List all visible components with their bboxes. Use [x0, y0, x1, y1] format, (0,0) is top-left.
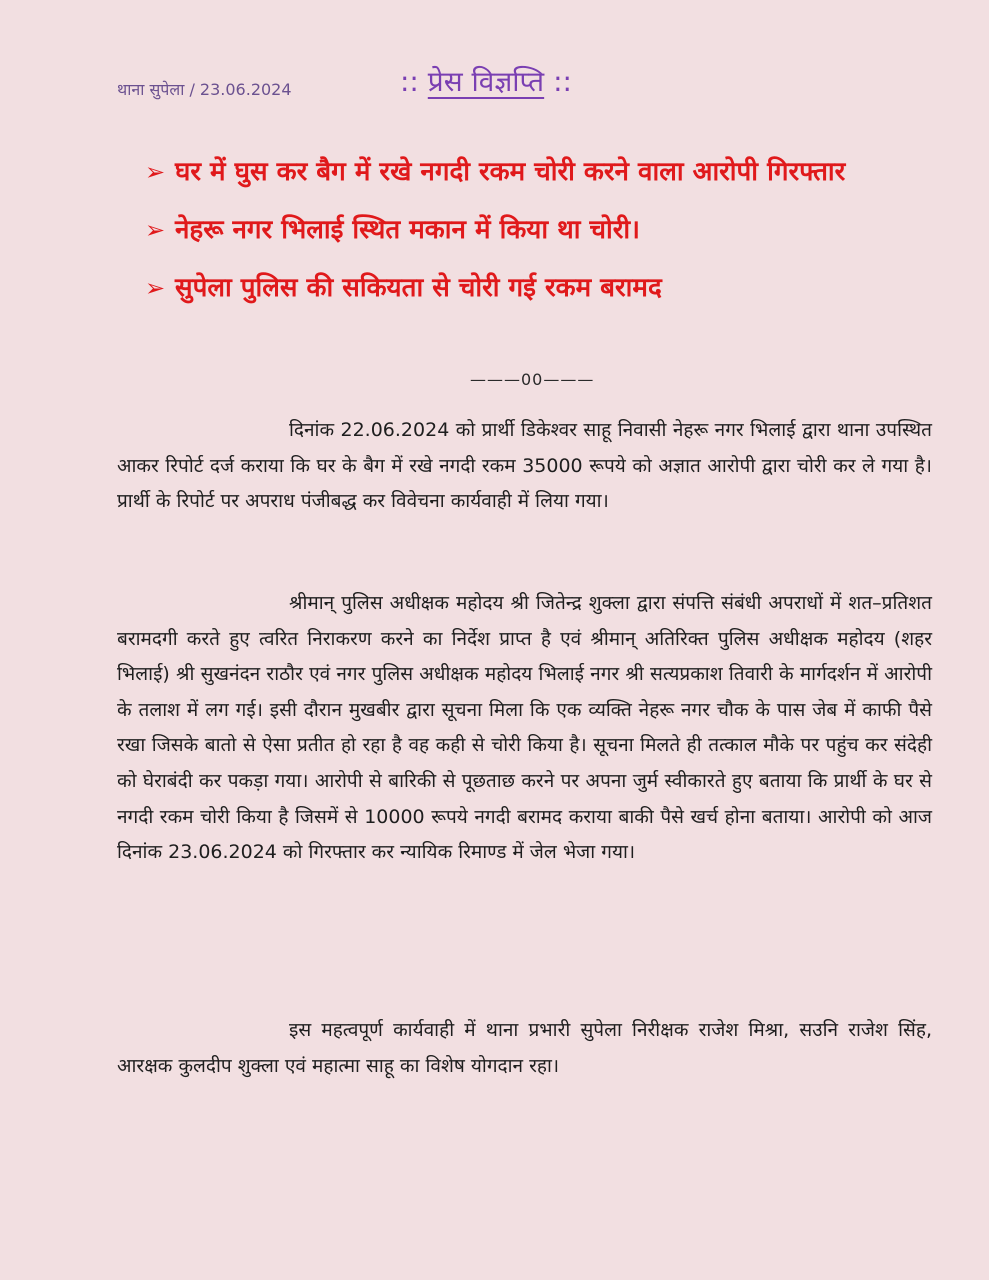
body-paragraph-report: दिनांक 22.06.2024 को प्रार्थी डिकेश्वर साहू निवासी नेहरू नगर भिलाई द्वारा थाना उपस्थित आकर रिपोर्ट दर्ज कराया कि घर के बैग में रखे नगदी रकम 35000 रूपये को अज्ञात आरोपी द्वारा चोरी कर ले गया है। प्रार्थी के रिपोर्ट पर अपराध पंजीबद्ध कर विवेचना कार्यवाही में लिया गया।: [117, 419, 932, 513]
highlight-text: नेहरू नगर भिलाई स्थित मकान में किया था चोरी।: [175, 215, 641, 245]
title-text: प्रेस विज्ञप्ति: [427, 65, 545, 98]
body-paragraph-investigation: श्रीमान् पुलिस अधीक्षक महोदय श्री जितेन्द्र शुक्ला द्वारा संपत्ति संबंधी अपराधों में शत–प्रतिशत बरामदगी करते हुए त्वरित निराकरण करने का निर्देश प्राप्त है एवं श्रीमान् अतिरिक्त पुलिस अधीक्षक महोदय (शहर भिलाई) श्री सुखनंदन राठौर एवं नगर पुलिस अधीक्षक महोदय भिलाई नगर श्री सत्यप्रकाश तिवारी के मार्गदर्शन में आरोपी के तलाश में लग गई। इसी दौरान मुखबीर द्वारा सूचना मिला कि एक व्यक्ति नेहरू नगर चौक के पास जेब में काफी पैसे रखा जिसके बातो से ऐसा प्रतीत हो रहा है वह कही से चोरी किया है। सूचना मिलते ही तत्काल मौके पर पहुंच कर संदेही को घेराबंदी कर पकड़ा गया। आरोपी से बारिकी से पूछताछ करने पर अपना जुर्म स्वीकारते हुए बताया कि प्रार्थी के घर से नगदी रकम चोरी किया है जिसमें से 10000 रूपये नगदी बरामद कराया बाकी पैसे खर्च होना बताया। आरोपी को आज दिनांक 23.06.2024 को गिरफ्तार कर न्यायिक रिमाण्ड में जेल भेजा गया।: [117, 592, 932, 864]
highlight-text: सुपेला पुलिस की सकियता से चोरी गई रकम बरामद: [175, 273, 662, 303]
title-prefix: ::: [400, 65, 419, 98]
highlight-item: [145, 266, 935, 310]
arrow-bullet-icon: ➢: [145, 274, 166, 302]
highlight-item: [145, 208, 935, 252]
body-paragraph-acknowledgement: इस महत्वपूर्ण कार्यवाही में थाना प्रभारी सुपेला निरीक्षक राजेश मिश्रा, सउनि राजेश सिंह, आरक्षक कुलदीप शुक्ला एवं महात्मा साहू का विशेष योगदान रहा।: [117, 1019, 932, 1077]
highlight-text: घर में घुस कर बैग में रखे नगदी रकम चोरी करने वाला आरोपी गिरफ्तार: [175, 157, 846, 187]
title-suffix: ::: [553, 65, 572, 98]
highlights-list: [145, 150, 935, 310]
station-date-label: थाना सुपेला / 23.06.2024: [117, 80, 292, 99]
arrow-bullet-icon: ➢: [145, 216, 166, 244]
section-divider: ———00———: [470, 370, 595, 389]
arrow-bullet-icon: ➢: [145, 158, 166, 186]
highlight-item: [145, 150, 935, 194]
page-title: [400, 62, 572, 100]
